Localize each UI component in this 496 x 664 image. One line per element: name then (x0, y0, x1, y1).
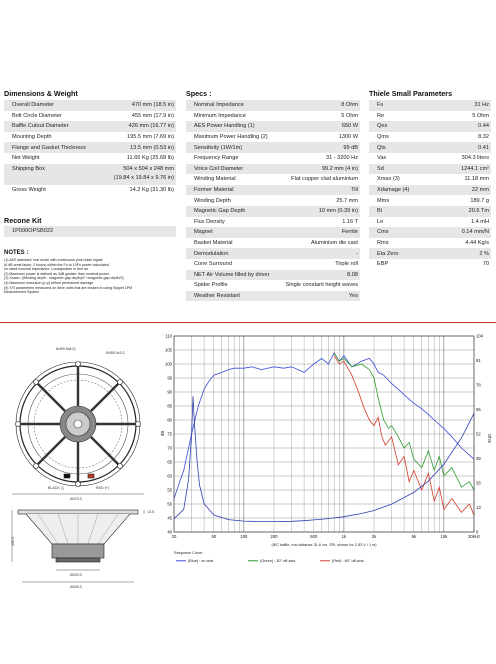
y-right-tick-label: 13 (476, 505, 481, 510)
ts-label: Qms (377, 134, 389, 141)
dim-label: Baffle Cutout Diameter (12, 123, 69, 130)
spec-value: Flat copper clad aluminium (291, 176, 358, 183)
spec-row (186, 132, 360, 143)
x-tick-label: 10k (440, 534, 448, 539)
flange (18, 510, 138, 514)
dim-label: Mounting Depth (12, 134, 52, 141)
ts-label: Mms (377, 197, 390, 204)
ts-label: Rms (377, 240, 389, 247)
dim-value: 13.5 mm (0.53 in) (130, 144, 174, 151)
legend-label: (Blue) : on axis (188, 559, 214, 563)
ts-row (369, 227, 491, 238)
spec-value: Aluminium die cast (311, 240, 358, 247)
legend-title: Response Curve : (174, 551, 205, 555)
spec-label: AES Power Handling (1) (194, 123, 255, 130)
chart-grid (174, 336, 474, 532)
dim-label: Shipping Box (12, 165, 45, 172)
spec-label: Voice Coil Diameter (194, 165, 244, 172)
ts-label: Eta Zero (377, 250, 399, 257)
y-left-tick-label: 90 (167, 389, 172, 395)
ts-row (369, 100, 491, 111)
dim-value: 470 mm (18.5 in) (131, 102, 174, 109)
ts-value: 5 Ohm (472, 112, 489, 119)
chart-legend (176, 559, 364, 563)
dimensions-section (4, 88, 176, 195)
ts-label: Sd (377, 165, 384, 172)
legend-label: (Red) : 60° off-axis (332, 559, 364, 563)
spec-value: 650 W (341, 123, 358, 130)
ts-label: Re (377, 112, 385, 119)
ts-row (369, 153, 491, 164)
y-left-ticks (165, 334, 173, 535)
frequency-response-chart (160, 328, 494, 628)
ts-value: 11.18 mm (464, 176, 489, 183)
ts-row (369, 121, 491, 132)
ts-label: Xmax (3) (377, 176, 400, 183)
spec-value: 99.2 mm (4 in) (321, 165, 358, 172)
spec-row (186, 259, 360, 270)
ts-value: 2 % (479, 250, 489, 257)
spec-label: Basket Material (194, 240, 233, 247)
ts-row (369, 248, 491, 259)
y-right-tick-label: 0 (476, 529, 479, 535)
note-line: (1) AES standard, test mode with continuous pink noise signal (4, 258, 103, 262)
ts-row (369, 164, 491, 175)
speaker-technical-drawing (8, 332, 163, 632)
ts-value: 1.4 mH (470, 218, 489, 225)
section-divider (0, 322, 496, 323)
spec-label: Maximum Power Handling (2) (194, 134, 268, 141)
spec-label: Magnet (194, 229, 213, 236)
spec-row (186, 164, 360, 175)
red-terminal-label: RED (+) (96, 486, 110, 490)
specs-section (186, 88, 360, 301)
legend-label: (Green) : 30° off-axis (260, 559, 296, 563)
y-right-tick-label: 78 (476, 382, 481, 388)
ts-value: 20.6 Tm (468, 208, 489, 215)
spec-value: 25.7 mm (336, 197, 358, 204)
ts-row (369, 111, 491, 122)
spec-label: NET Air Volume filled by driver (194, 271, 270, 278)
x-tick-label: 2k (371, 534, 377, 539)
dim-row (4, 100, 176, 111)
spec-label: Demodulation (194, 250, 229, 257)
dim-value-alt: (19.84 x 19.84 x 9.76 in) (113, 174, 174, 181)
ts-label: Le (377, 218, 384, 225)
ts-value: 8.32 (478, 134, 489, 141)
notes-section (4, 250, 180, 295)
magnet-side (52, 544, 104, 558)
ts-label: Fs (377, 102, 384, 109)
x-tick-label: 100 (240, 534, 248, 539)
ts-value: 0.14 mm/N (461, 229, 489, 236)
ts-label: Qts (377, 144, 386, 151)
x-tick-label: 500 (310, 534, 318, 539)
spec-row (186, 238, 360, 249)
pole-vent (74, 420, 82, 428)
y-left-tick-label: 60 (167, 473, 172, 479)
ts-row (369, 195, 491, 206)
terminal-black (64, 474, 70, 478)
chart-caption: (IEC baffle, mic.distance 31.6 cm, SPL shown for 2.83 V / 1 m) (271, 543, 377, 547)
dim-value: 11.65 Kg (25.68 lb) (126, 155, 174, 162)
y-left-tick-label: 45 (167, 515, 172, 521)
dim-value: 195.5 mm (7.69 in) (127, 134, 174, 141)
ts-value: 70 (482, 261, 489, 268)
ts-label: Cms (377, 229, 389, 236)
y-left-label: dB (160, 430, 165, 436)
specs-table (186, 100, 360, 301)
spec-row (186, 248, 360, 259)
recone-code: 1P000OPSB022 (12, 228, 54, 235)
spec-row (186, 174, 360, 185)
spec-label: Flux Density (194, 218, 225, 225)
ts-row (369, 238, 491, 249)
ts-value: 0.41 (478, 144, 489, 151)
spec-value: Yes (348, 292, 358, 299)
note-line: Measurement System (4, 290, 39, 295)
y-right-ticks (476, 334, 484, 535)
note-line: on rated nominal impedance. Loudspeaker in free air (4, 267, 89, 272)
spec-value: 10 mm (0.39 in) (318, 208, 358, 215)
spec-row (186, 227, 360, 238)
spec-label: Cone Surround (194, 261, 232, 268)
recone-title: Recone Kit (4, 216, 42, 225)
ts-label: Vas (377, 155, 387, 162)
dim-value: 504 x 504 x 248 mm (123, 165, 174, 172)
y-right-tick-label: 104 (476, 333, 483, 339)
y-left-tick-label: 110 (165, 333, 172, 339)
y-left-tick-label: 75 (167, 431, 172, 437)
dim-row (4, 185, 176, 196)
y-left-tick-label: 85 (167, 403, 172, 409)
thiele-small-table (369, 100, 491, 270)
ts-value: 0.44 (478, 123, 489, 130)
spec-value: Single constant height waves (285, 282, 358, 289)
y-right-label: Ohm (487, 434, 492, 444)
front-view (12, 362, 144, 495)
x-tick-label: 20kHz (468, 534, 480, 539)
spec-row (186, 111, 360, 122)
y-left-tick-label: 50 (167, 501, 172, 507)
y-right-tick-label: 52 (476, 431, 481, 437)
x-tick-label: 1k (341, 534, 347, 539)
spec-row (186, 291, 360, 302)
ts-value: 304.3 liters (461, 155, 489, 162)
x-tick-label: 200 (270, 534, 278, 539)
spec-value: 5 Ohm (341, 112, 358, 119)
dim-row (4, 121, 176, 132)
spec-row (186, 100, 360, 111)
spec-value: Tiil (351, 187, 358, 194)
spec-row (186, 270, 360, 281)
y-left-tick-label: 70 (167, 445, 172, 451)
side-view (12, 510, 144, 582)
dim-value: 14.2 Kg (31.30 lb) (129, 186, 174, 193)
spec-value: Triple roll (335, 261, 358, 268)
spec-label: Winding Depth (194, 197, 231, 204)
dim-value: 455 mm (17.9 in) (131, 112, 174, 119)
spec-label: Minimum Impedance (194, 112, 246, 119)
ts-label: EBP (377, 261, 389, 268)
dim-row (4, 153, 176, 164)
ts-label: Qes (377, 123, 388, 130)
spec-row (186, 206, 360, 217)
baffle-cutout-label: Ø426.0 (70, 585, 82, 589)
dim-label: Flange and Gasket Thickness (12, 144, 86, 151)
spec-row (186, 121, 360, 132)
black-terminal-label: BLACK (-) (48, 486, 65, 490)
spec-label: Weather Resistant (194, 292, 240, 299)
spec-value: 31 - 3200 Hz (325, 155, 358, 162)
dim-value-group (114, 166, 174, 181)
bolt-circle-callout: Ø455.0±0.2 (106, 351, 125, 355)
dim-label: Overall Diameter (12, 102, 54, 109)
y-left-tick-label: 40 (167, 529, 172, 535)
spec-label: Magnetic Gap Depth (194, 208, 246, 215)
spec-value: 8.08 (347, 271, 358, 278)
dim-row (4, 142, 176, 153)
y-left-tick-label: 105 (165, 347, 172, 353)
spec-value: Ferrite (341, 229, 358, 236)
x-tick-label: 20 (171, 534, 177, 539)
spec-value: 99 dB (343, 144, 358, 151)
spec-label: Nominal Impedance (194, 102, 244, 109)
x-axis-ticks (172, 534, 480, 539)
y-left-tick-label: 80 (167, 417, 172, 423)
spec-label: Former Material (194, 187, 234, 194)
spec-label: Sensitivity (1W/1m) (194, 144, 243, 151)
y-right-tick-label: 39 (476, 456, 481, 461)
dim-label: Net Weight (12, 155, 40, 162)
y-right-tick-label: 65 (476, 407, 481, 412)
spec-row (186, 217, 360, 228)
ts-value: 31 Hz (474, 102, 489, 109)
thiele-small-section (369, 88, 491, 270)
ts-row (369, 217, 491, 228)
spec-row (186, 195, 360, 206)
ts-value: 22 mm (471, 187, 489, 194)
recone-section (4, 215, 176, 237)
back-plate (56, 558, 100, 562)
ts-row (369, 185, 491, 196)
y-left-tick-label: 100 (165, 361, 172, 367)
ts-row (369, 259, 491, 270)
dim-row (4, 132, 176, 143)
ts-row (369, 142, 491, 153)
ts-value: 189.7 g (470, 197, 489, 204)
y-left-tick-label: 65 (167, 459, 172, 465)
spec-row (186, 153, 360, 164)
mounting-depth-label: 195.5 (11, 537, 15, 546)
notes-title: NOTES : (4, 250, 29, 256)
spec-label: Spider Profile (194, 282, 228, 289)
dimensions-title: Dimensions & Weight (4, 89, 78, 98)
spec-row (186, 142, 360, 153)
note-line: (6 dB crest factor, 2 hours) within the Fo to 10Fo power calculated (4, 262, 109, 267)
spec-label: Winding Material (194, 176, 236, 183)
spec-label: Frequency Range (194, 155, 239, 162)
spec-value: - (356, 250, 358, 257)
ts-value: 4.44 Kg/s (465, 240, 489, 247)
specs-title: Specs : (186, 89, 212, 98)
y-left-tick-label: 55 (167, 487, 172, 493)
note-line: (2) Maximum power is defined as 3dB greater than nominal power. (4, 271, 110, 276)
spec-value: 1.16 T (342, 218, 358, 225)
magnet-diameter-label: Ø220.0 (70, 573, 82, 577)
x-tick-label: 50 (211, 534, 217, 539)
overall-diameter-label: Ø470.0 (70, 497, 82, 501)
note-line: (3) Xmax= (Winding depth - magnetic gap depth)/2 +magnetic gap depth/3) (4, 276, 124, 281)
dim-label: Bolt Circle Diameter (12, 112, 62, 119)
dim-row (4, 164, 176, 185)
ts-label: Xdamage (4) (377, 187, 410, 194)
ts-row (369, 206, 491, 217)
dimensions-table (4, 100, 176, 195)
y-right-tick-label: 26 (476, 480, 481, 486)
note-line: (4) Maximum excursion (p-p) before permanent damage (4, 280, 94, 285)
terminal-red (88, 474, 94, 478)
bolt-hole-callout: 8xØ9.5x8.0) (56, 347, 76, 351)
spec-value: 8 Ohm (341, 102, 358, 109)
recone-row (4, 226, 176, 237)
dim-label: Gross Weight (12, 186, 46, 193)
spec-row (186, 185, 360, 196)
flange-thickness-label: 13.5 (147, 510, 154, 514)
x-tick-label: 5k (411, 534, 417, 539)
note-line: (5) T/S parameters measured on drive units that are broken in using Klippel LPM (4, 285, 133, 290)
dim-value: 426 mm (16.77 in) (128, 123, 174, 130)
ts-value: 1244.1 cm² (461, 165, 489, 172)
spec-value: 1300 W (338, 134, 358, 141)
thiele-small-title: Thiele Small Parameters (369, 89, 453, 98)
ts-row (369, 132, 491, 143)
ts-label: Bl (377, 208, 382, 215)
dim-row (4, 111, 176, 122)
y-left-tick-label: 95 (167, 375, 172, 381)
spec-row (186, 280, 360, 291)
ts-row (369, 174, 491, 185)
y-right-tick-label: 91 (476, 358, 481, 363)
